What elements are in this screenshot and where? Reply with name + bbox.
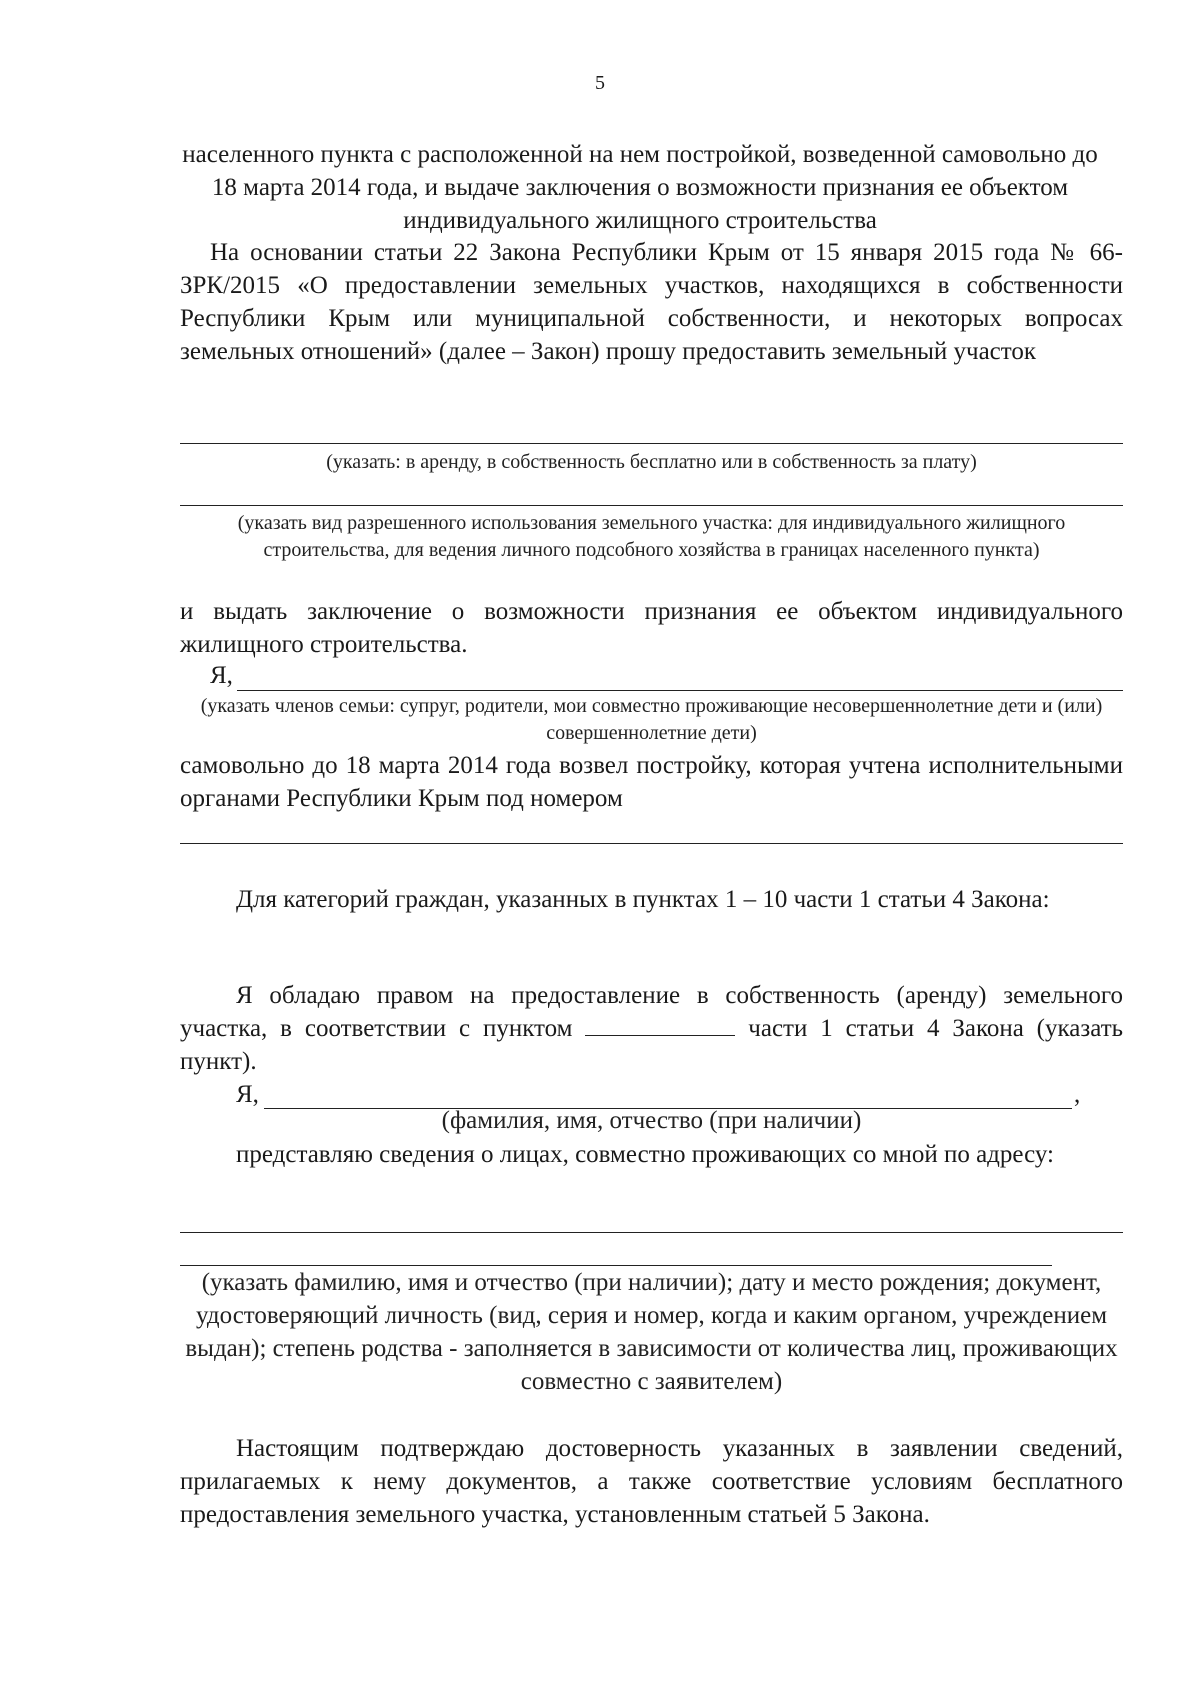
- paragraph-basis: На основании статьи 22 Закона Республики Крым от 15 января 2015 года № 66-ЗРК/2015 «О предоставлении земельных участков, находящихся в собственности Республики Крым или муниципальной собственности, и некоторых вопросах земельных отношений» (далее – Закон) прошу предоставить земельный участок: [180, 239, 1123, 365]
- form-heading-continuation: населенного пункта с расположенной на нем постройкой, возведенной самовольно до 18 марта 2014 года, и выдаче заключения о возможности признания ее объектом индивидуального жилищного строительства: [182, 141, 1098, 234]
- hint-usage: (указать вид разрешенного использования земельного участка: для индивидуального жилищного строительства, для ведения личного подсобного хозяйства в границах населенного пункта): [237, 512, 1066, 561]
- hint-persons: (указать фамилию, имя и отчество (при наличии); дату и место рождения; документ, удостоверяющий личность (вид, серия и номер, когда и каким органом, учреждением выдан); степень родства - заполняется в зависимости от количества лиц, проживающих совместно с заявителем): [185, 1269, 1118, 1395]
- paragraph-confirm: Настоящим подтверждаю достоверность указанных в заявлении сведений, прилагаемых к нему документов, а также соответствие условиям бесплатного предоставления земельного участка, установленным статьей 5 Закона.: [180, 1435, 1123, 1528]
- hint-fio: (фамилия, имя, отчество (при наличии): [441, 1107, 862, 1134]
- blank-ownership-line[interactable]: [180, 443, 1123, 444]
- label-ya-fio: Я,: [236, 1081, 259, 1108]
- blank-point-field[interactable]: [585, 1015, 735, 1036]
- hint-ownership: (указать: в аренду, в собственность бесплатно или в собственность за плату): [326, 451, 977, 473]
- page-number: 5: [595, 72, 605, 94]
- paragraph-built: самовольно до 18 марта 2014 года возвел постройку, которая учтена исполнительными органами Республики Крым под номером: [180, 752, 1123, 812]
- paragraph-right: [180, 979, 1123, 1078]
- paragraph-right-part-a: Я обладаю правом на предоставление в собственность (аренду) земельного участка, в соответствии с пунктом: [180, 982, 1123, 1042]
- blank-address-line-1[interactable]: [180, 1232, 1123, 1233]
- hint-family: (указать членов семьи: супруг, родители, мои совместно проживающие несовершеннолетние дети и (или) совершеннолетние дети): [200, 695, 1103, 744]
- fio-comma: ,: [1074, 1081, 1081, 1108]
- blank-number-line[interactable]: [180, 843, 1123, 844]
- blank-usage-line[interactable]: [180, 505, 1123, 506]
- paragraph-categories: Для категорий граждан, указанных в пунктах 1 – 10 части 1 статьи 4 Закона:: [236, 886, 1050, 913]
- blank-family-line[interactable]: [237, 690, 1123, 691]
- paragraph-info: представляю сведения о лицах, совместно проживающих со мной по адресу:: [236, 1141, 1055, 1168]
- paragraph-right-part-b: части 1 статьи 4 Закона (указать пункт).: [180, 1015, 1124, 1075]
- paragraph-conclusion: и выдать заключение о возможности признания ее объектом индивидуального жилищного строительства.: [180, 598, 1123, 658]
- label-ya-family: Я,: [210, 662, 233, 689]
